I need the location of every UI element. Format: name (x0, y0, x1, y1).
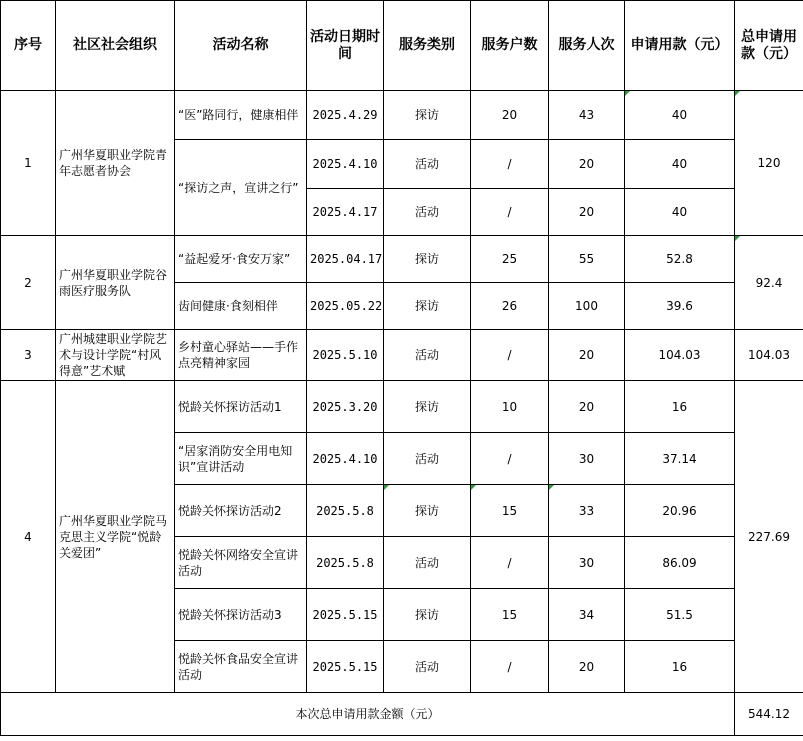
header-visits: 服务人次 (549, 1, 625, 91)
total-cell (735, 236, 803, 330)
category-value: 探访 (414, 503, 439, 518)
activity-cell: 悦龄关怀食品安全宣讲活动 (175, 641, 307, 693)
date-cell: 2025.5.15 (307, 641, 384, 693)
activity-cell: 悦龄关怀网络安全宣讲活动 (175, 537, 307, 589)
visits-cell: 20 (549, 140, 625, 189)
households-cell: / (471, 537, 549, 589)
amount-cell: 39.6 (625, 283, 735, 330)
comment-marker (384, 485, 389, 490)
activity-cell: 齿间健康·食刻相伴 (175, 283, 307, 330)
seq-cell: 2 (1, 236, 56, 330)
category-cell: 活动 (384, 641, 471, 693)
households-cell: 25 (471, 236, 549, 283)
households-cell: / (471, 433, 549, 485)
category-cell: 活动 (384, 330, 471, 381)
activity-cell: “益起爱牙·食安万家” (175, 236, 307, 283)
activity-cell: 乡村童心驿站——手作点亮精神家园 (175, 330, 307, 381)
table-row (1, 91, 803, 140)
activity-cell: 悦龄关怀探访活动3 (175, 589, 307, 641)
category-cell: 探访 (384, 283, 471, 330)
visits-value: 33 (578, 503, 595, 518)
date-cell: 2025.5.15 (307, 589, 384, 641)
visits-cell: 30 (549, 537, 625, 589)
comment-marker (735, 91, 740, 96)
total-cell (735, 91, 803, 236)
date-cell: 2025.4.10 (307, 140, 384, 189)
total-value: 92.4 (755, 275, 783, 290)
amount-cell: 16 (625, 641, 735, 693)
households-cell: 15 (471, 589, 549, 641)
table-row (1, 330, 803, 381)
total-cell: 227.69 (735, 381, 803, 693)
date-cell: 2025.5.8 (307, 537, 384, 589)
amount-cell: 51.5 (625, 589, 735, 641)
date-cell: 2025.4.17 (307, 189, 384, 236)
date-cell: 2025.4.29 (307, 91, 384, 140)
visits-cell: 43 (549, 91, 625, 140)
households-cell: 26 (471, 283, 549, 330)
category-cell: 活动 (384, 537, 471, 589)
comment-marker (549, 485, 554, 490)
date-cell: 2025.5.10 (307, 330, 384, 381)
activity-cell: 悦龄关怀探访活动1 (175, 381, 307, 433)
header-row (1, 1, 803, 91)
amount-cell: 16 (625, 381, 735, 433)
households-value: 15 (501, 503, 518, 518)
households-cell: / (471, 189, 549, 236)
total-value: 120 (757, 156, 781, 170)
org-cell: 广州华夏职业学院谷雨医疗服务队 (56, 236, 175, 330)
footer-row (1, 693, 803, 736)
households-cell: 20 (471, 91, 549, 140)
visits-cell (549, 485, 625, 537)
seq-cell: 3 (1, 330, 56, 381)
header-org: 社区社会组织 (56, 1, 175, 91)
visits-cell: 34 (549, 589, 625, 641)
date-cell: 2025.3.20 (307, 381, 384, 433)
activity-cell: 悦龄关怀探访活动2 (175, 485, 307, 537)
visits-cell: 20 (549, 189, 625, 236)
comment-marker (471, 485, 476, 490)
households-cell: / (471, 330, 549, 381)
category-cell: 活动 (384, 140, 471, 189)
seq-cell: 1 (1, 91, 56, 236)
comment-marker (735, 236, 740, 241)
amount-cell: 104.03 (625, 330, 735, 381)
visits-cell: 55 (549, 236, 625, 283)
seq-cell: 4 (1, 381, 56, 693)
activity-cell: “医”路同行，健康相伴 (175, 91, 307, 140)
amount-cell: 37.14 (625, 433, 735, 485)
date-cell: 2025.05.22 (307, 283, 384, 330)
header-households: 服务户数 (471, 1, 549, 91)
households-cell: 10 (471, 381, 549, 433)
activity-cell: “居家消防安全用电知识”宣讲活动 (175, 433, 307, 485)
category-cell: 活动 (384, 189, 471, 236)
header-activity: 活动名称 (175, 1, 307, 91)
table-row (1, 381, 803, 433)
header-category: 服务类别 (384, 1, 471, 91)
amount-cell: 86.09 (625, 537, 735, 589)
category-cell: 活动 (384, 433, 471, 485)
header-total: 总申请用款（元） (735, 1, 803, 91)
households-cell: / (471, 140, 549, 189)
amount-value: 40 (671, 108, 688, 122)
amount-cell: 40 (625, 189, 735, 236)
visits-cell: 20 (549, 641, 625, 693)
category-cell: 探访 (384, 589, 471, 641)
header-amount: 申请用款（元） (625, 1, 735, 91)
amount-cell: 20.96 (625, 485, 735, 537)
visits-cell: 20 (549, 330, 625, 381)
category-cell: 探访 (384, 236, 471, 283)
households-cell: / (471, 641, 549, 693)
total-cell: 104.03 (735, 330, 803, 381)
amount-cell: 52.8 (625, 236, 735, 283)
comment-marker (625, 91, 630, 96)
header-date: 活动日期时间 (307, 1, 384, 91)
footer-label: 本次总申请用款金额（元） (1, 693, 735, 736)
date-cell: 2025.4.10 (307, 433, 384, 485)
amount-cell: 40 (625, 140, 735, 189)
date-cell: 2025.04.17 (307, 236, 384, 283)
category-cell (384, 485, 471, 537)
category-cell: 探访 (384, 91, 471, 140)
visits-cell: 30 (549, 433, 625, 485)
table-row (1, 236, 803, 283)
category-cell: 探访 (384, 381, 471, 433)
org-cell: 广州华夏职业学院马克思主义学院“悦龄关爱团” (56, 381, 175, 693)
amount-cell (625, 91, 735, 140)
date-cell: 2025.5.8 (307, 485, 384, 537)
activity-cell: “探访之声，宣讲之行” (175, 140, 307, 236)
visits-cell: 20 (549, 381, 625, 433)
footer-total: 544.12 (735, 693, 803, 736)
visits-cell: 100 (549, 283, 625, 330)
header-seq: 序号 (1, 1, 56, 91)
households-cell (471, 485, 549, 537)
org-cell: 广州华夏职业学院青年志愿者协会 (56, 91, 175, 236)
org-cell: 广州城建职业学院艺术与设计学院“村风得意”艺术赋 (56, 330, 175, 381)
